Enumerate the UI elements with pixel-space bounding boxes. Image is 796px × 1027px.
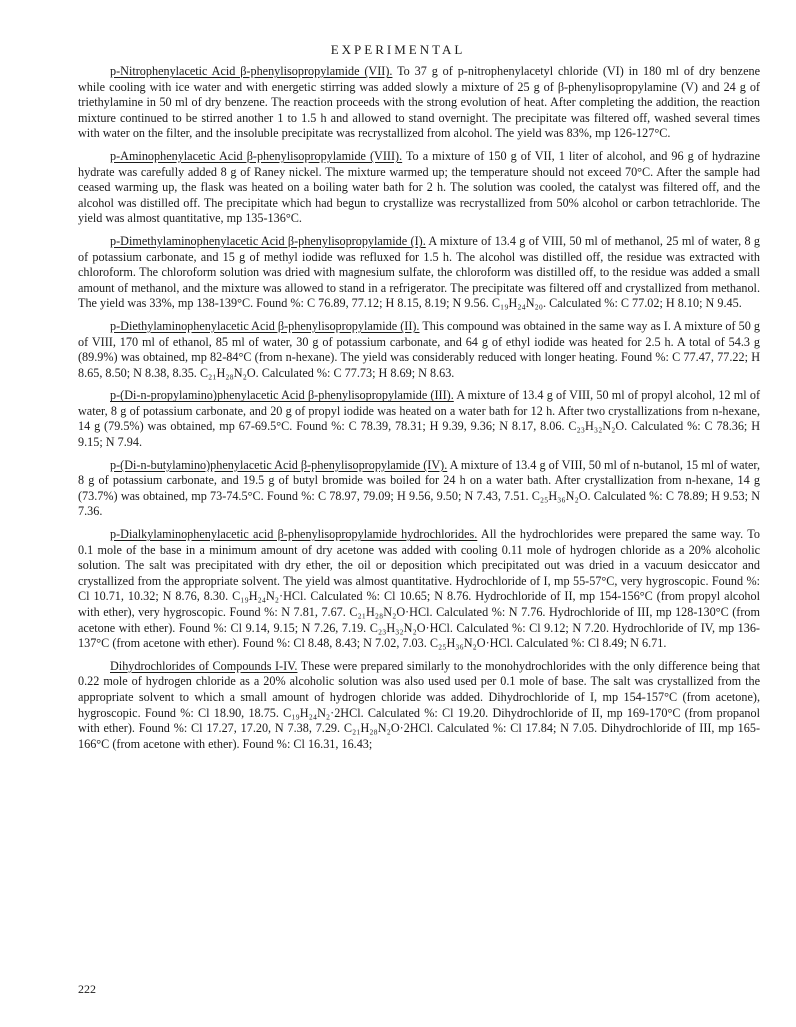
paragraph-compound-i (78, 234, 760, 312)
paragraph-text: This compound was obtained in the same way as I. A mixture of 50 g of VIII, 170 ml of ethanol, 85 ml of water, 30 g of potassium carbonate, and 64 g of ethyl iodide was heated for 2.5 h. A total of 54.3 g (89.9%) was obtained, mp 82-84°C (from n-hexane). The yield was considerably reduced with longer heating. Found %: C 77.47, 77.22; H 8.65, 8.50; N 8.38, 8.35. C₂₁H₂₈N₂O. Calculated %: C 77.73; H 8.69; N 8.63. (78, 318, 760, 380)
compound-title: p-Aminophenylacetic Acid β-phenylisopropylamide (VIII). (110, 148, 403, 163)
paragraph-hydrochlorides (78, 527, 760, 652)
compound-title: p-(Di-n-butylamino)phenylacetic Acid β-phenylisopropylamide (IV). (110, 457, 448, 472)
page-number: 222 (78, 982, 96, 996)
paragraph-compound-vii (78, 64, 760, 142)
compound-title: Dihydrochlorides of Compounds I-IV. (110, 658, 298, 673)
paragraph-text: To 37 g of p-nitrophenylacetyl chloride (VI) in 180 ml of dry benzene while cooling with ice water and with energetic stirring was added slowly a mixture of 25 g of β-phenylisopropylamine (V) and 24 g of triethylamine in 50 ml of dry benzene. The reaction proceeds with the strong evolution of heat. After completing the addition, the reaction mixture continued to be stirred another 1 to 1.5 h and allowed to stand overnight. The precipitate was filtered off, washed several times with water on the filter, and the insoluble precipitate was recrystallized from alcohol. The yield was 83%, mp 126-127°C. (78, 64, 760, 141)
paragraph-text: A mixture of 13.4 g of VIII, 50 ml of n-butanol, 15 ml of water, 8 g of potassium carbonate, and 19.5 g of butyl bromide was boiled for 24 h on a water bath. After crystallization from n-hexane, 14 g (73.7%) was obtained, mp 73-74.5°C. Found %: C 78.97, 79.09; H 9.56, 9.50; N 7.43, 7.51. C₂₅H₃₆N₂O. Calculated %: C 78.89; H 9.53; N 7.36. (78, 457, 760, 519)
paragraph-compound-iv (78, 458, 760, 520)
paragraph-text: These were prepared similarly to the monohydrochlorides with the only difference being that 0.22 mole of hydrogen chloride as a 20% alcoholic solution was also used used per 0.1 mole of base. The salt was crystallized from the appropriate solvent to which a small amount of hydrogen chloride was added. Dihydrochloride of I, mp 154-157°C (from acetone), hygroscopic. Found %: Cl 18.90, 18.75. C₁₉H₂₄N₂·2HCl. Calculated %: Cl 19.20. Dihydrochloride of II, mp 169-170°C (from propanol with ether). Found %: Cl 17.27, 17.20, N 7.38, 7.29. C₂₁H₂₈N₂O·2HCl. Calculated %: Cl 17.84; N 7.05. Dihydrochloride of III, mp 165-166°C (from acetone with ether). Found %: Cl 16.31, 16.43; (78, 658, 761, 751)
compound-title: p-Nitrophenylacetic Acid β-phenylisopropylamide (VII). (110, 64, 393, 78)
paragraph-text: A mixture of 13.4 g of VIII, 50 ml of propyl alcohol, 12 ml of water, 8 g of potassium carbonate, and 20 g of propyl iodide was heated on a water bath for 12 h. After two crystallizations from n-hexane, 14 g (79.5%) was obtained, mp 67-69.5°C. Found %: C 78.39, 78.31; H 9.39, 9.36; N 8.17, 8.06. C₂₃H₃₂N₂O. Calculated %: C 78.36; H 9.15; N 7.94. (78, 388, 761, 450)
article-body (78, 64, 760, 759)
section-heading: EXPERIMENTAL (330, 42, 466, 57)
compound-title: p-Diethylaminophenylacetic Acid β-phenylisopropylamide (II). (110, 318, 420, 333)
paragraph-text: All the hydrochlorides were prepared the same way. To 0.1 mole of the base in a minimum amount of dry acetone was added with cooling 0.11 mole of hydrogen chloride as a 20% alcoholic solution. The salt was precipitated with dry ether, the oil or deposition which precipitated out was dried in a vacuum desiccator and crystallized from the appropriate solvent. The yield was almost quantitative. Hydrochloride of I, mp 55-57°C, very hygroscopic. Found %: Cl 10.71, 10.32; N 8.76, 8.30. C₁₉H₂₄N₂·HCl. Calculated %: Cl 10.65; N 8.76. Hydrochloride of II, mp 154-156°C (from propyl alcohol with ether), very hygroscopic. Found %: N 7.81, 7.67. C₂₁H₂₈N₂O·HCl. Calculated %: N 7.76. Hydrochloride of III, mp 128-130°C (from acetone with ether). Found %: Cl 9.14, 9.15; N 7.26, 7.19. C₂₃H₃₂N₂O·HCl. Calculated %: Cl 9.12; N 7.20. Hydrochloride of IV, mp 136-137°C (from acetone with ether). Found %: Cl 8.48, 8.43; N 7.02, 7.03. C₂₅H₃₆N₂O·HCl. Calculated %: Cl 8.49; N 6.71. (78, 527, 760, 651)
compound-title: p-(Di-n-propylamino)phenylacetic Acid β-phenylisopropylamide (III). (110, 388, 454, 403)
paragraph-text: To a mixture of 150 g of VII, 1 liter of alcohol, and 96 g of hydrazine hydrate was carefully added 8 g of Raney nickel. The mixture warmed up; the temperature should not exceed 70°C. After the sample had ceased warming up, the flask was heated on a boiling water bath for 2 h. The solution was cooled, the catalyst was filtered off, and the alcohol was distilled off. The precipitate which had begun to crystallize was recrystallized from 50% alcohol or carbon tetrachloride. The yield was almost quantitative, mp 135-136°C. (78, 148, 760, 226)
paragraph-dihydrochlorides (78, 659, 760, 753)
paragraph-compound-ii (78, 319, 760, 381)
compound-title: p-Dialkylaminophenylacetic acid β-phenylisopropylamide hydrochlorides. (110, 527, 478, 542)
paragraph-compound-iii (78, 388, 760, 450)
paragraph-text: A mixture of 13.4 g of VIII, 50 ml of methanol, 25 ml of water, 8 g of potassium carbonate, and 15 g of methyl iodide was refluxed for 1.5 h. The alcohol was distilled off, the residue was extracted with chloroform. The chloroform solution was dried with magnesium sulfate, the chloroform was distilled off, to the residue was added a small amount of methanol, and the mixture was allowed to stand in a refrigerator. The precipitate was filtered off and crystallized from methanol. The yield was 33%, mp 138-139°C. Found %: C 76.89, 77.12; H 8.15, 8.19; N 9.56. C₁₉H₂₄N₂₀. Calculated %: C 77.02; H 8.10; N 9.45. (78, 233, 761, 311)
compound-title: p-Dimethylaminophenylacetic Acid β-phenylisopropylamide (I). (110, 233, 426, 248)
paragraph-compound-viii (78, 149, 760, 227)
